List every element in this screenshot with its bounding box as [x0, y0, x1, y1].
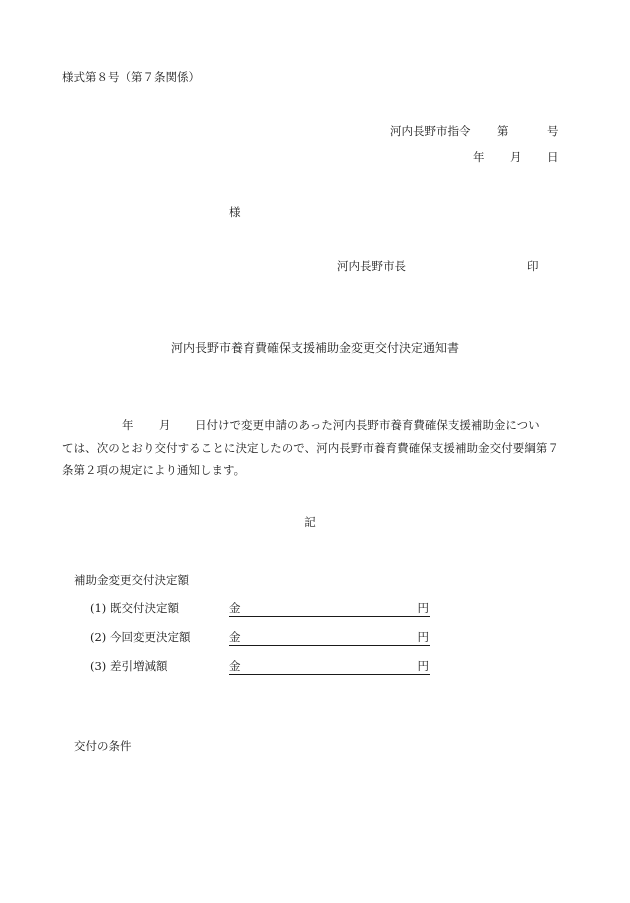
date-month: 月 — [510, 150, 522, 164]
sender-title: 河内長野市長 — [337, 259, 406, 273]
amount-prefix-2: 金 — [229, 630, 241, 644]
amount-item-label-2: (2) 今回変更決定額 — [90, 630, 191, 644]
body-date-year: 年 — [122, 418, 134, 432]
body-date-month: 月 — [159, 418, 171, 432]
recipient-suffix: 様 — [229, 205, 241, 219]
amount-item-label-1: (1) 既交付決定額 — [90, 601, 179, 615]
body-text-line1: 日付けで変更申請のあった河内長野市養育費確保支援補助金につい — [195, 418, 540, 432]
body-text: ては、次のとおり交付することに決定したので、河内長野市養育費確保支援補助金交付要綱第７条第２項の規定により通知します。 — [62, 441, 559, 477]
amount-suffix-1: 円 — [417, 601, 429, 615]
doc-number-dai: 第 — [497, 124, 509, 138]
date-day: 日 — [547, 150, 559, 164]
amount-field-2 — [229, 629, 430, 646]
ki-heading: 記 — [304, 515, 316, 529]
amount-prefix-3: 金 — [229, 659, 241, 673]
form-label: 様式第８号（第７条関係） — [62, 70, 200, 84]
amount-item-label-3: (3) 差引増減額 — [90, 659, 168, 673]
amount-heading: 補助金変更交付決定額 — [74, 573, 189, 587]
amount-suffix-2: 円 — [417, 630, 429, 644]
conditions-heading: 交付の条件 — [74, 739, 132, 753]
amount-field-1 — [229, 600, 430, 617]
amount-field-3 — [229, 658, 430, 675]
doc-number-issuer: 河内長野市指令 — [390, 124, 471, 138]
date-year: 年 — [473, 150, 485, 164]
amount-suffix-3: 円 — [417, 659, 429, 673]
document-title: 河内長野市養育費確保支援補助金変更交付決定通知書 — [170, 341, 459, 355]
doc-number-go: 号 — [547, 124, 559, 138]
amount-prefix-1: 金 — [229, 601, 241, 615]
seal-mark: 印 — [527, 259, 539, 273]
